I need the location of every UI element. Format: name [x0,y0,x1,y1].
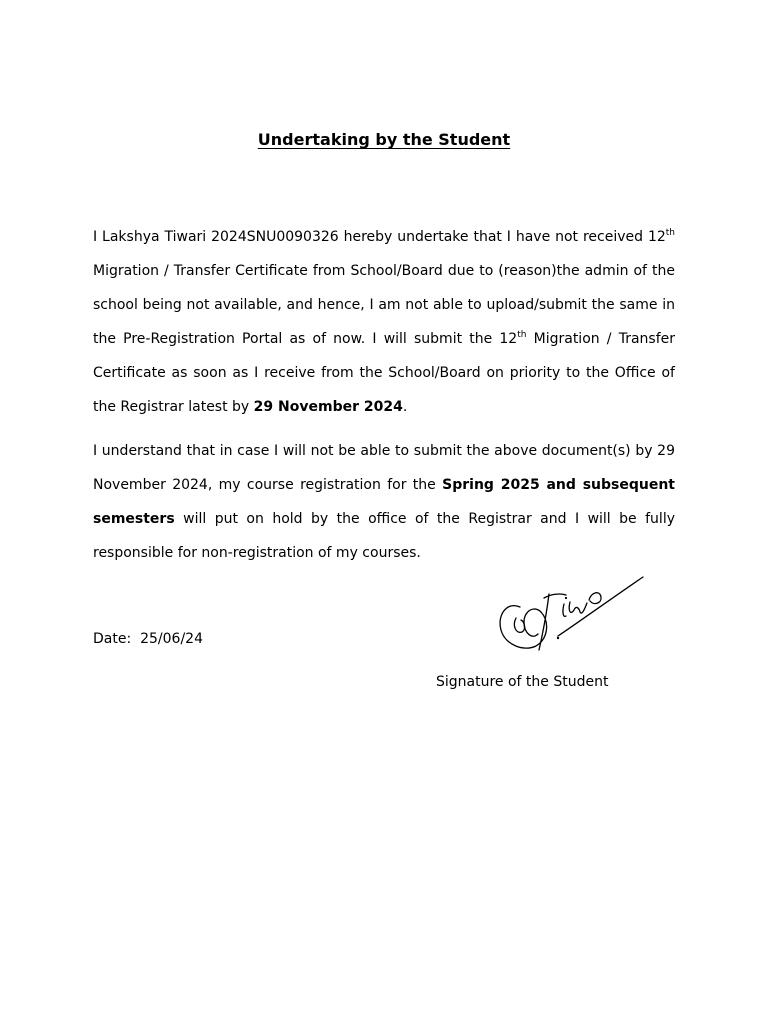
date-line [93,631,203,647]
ordinal-suffix: th [517,330,527,340]
paragraph-text: I Lakshya Tiwari 2024SNU0090326 hereby undertake that I have not received 12 [93,229,666,245]
consequence-paragraph [93,434,675,570]
undertaking-paragraph [93,220,675,424]
ordinal-suffix: th [665,228,675,238]
paragraph-text: I understand that in case I will not be able to submit the above document(s) by 29 November 2024, my course registration for the [93,443,675,493]
signature-caption: Signature of the Student [436,674,609,690]
student-signature-image [494,570,650,660]
date-value: 25/06/24 [140,631,203,647]
paragraph-text: Migration / Transfer Certificate from School/Board due to (reason)the admin of the school being not available, and hence, I am not able to upload/submit the same in the Pre-Registration Portal as of now. I will submit the 12 [93,263,675,347]
document-title: Undertaking by the Student [257,130,511,149]
affected-semesters: Spring 2025 and subsequent semesters [93,477,675,527]
paragraph-text: . [402,399,408,415]
deadline-date: 29 November 2024 [253,399,403,415]
paragraph-text: will put on hold by the office of the Registrar and I will be fully responsible for non-registration of my courses. [93,511,675,561]
date-label: Date: [93,631,132,647]
paragraph-text: Migration / Transfer Certificate as soon as I receive from the School/Board on priority to the Office of the Registrar latest by [93,331,675,415]
